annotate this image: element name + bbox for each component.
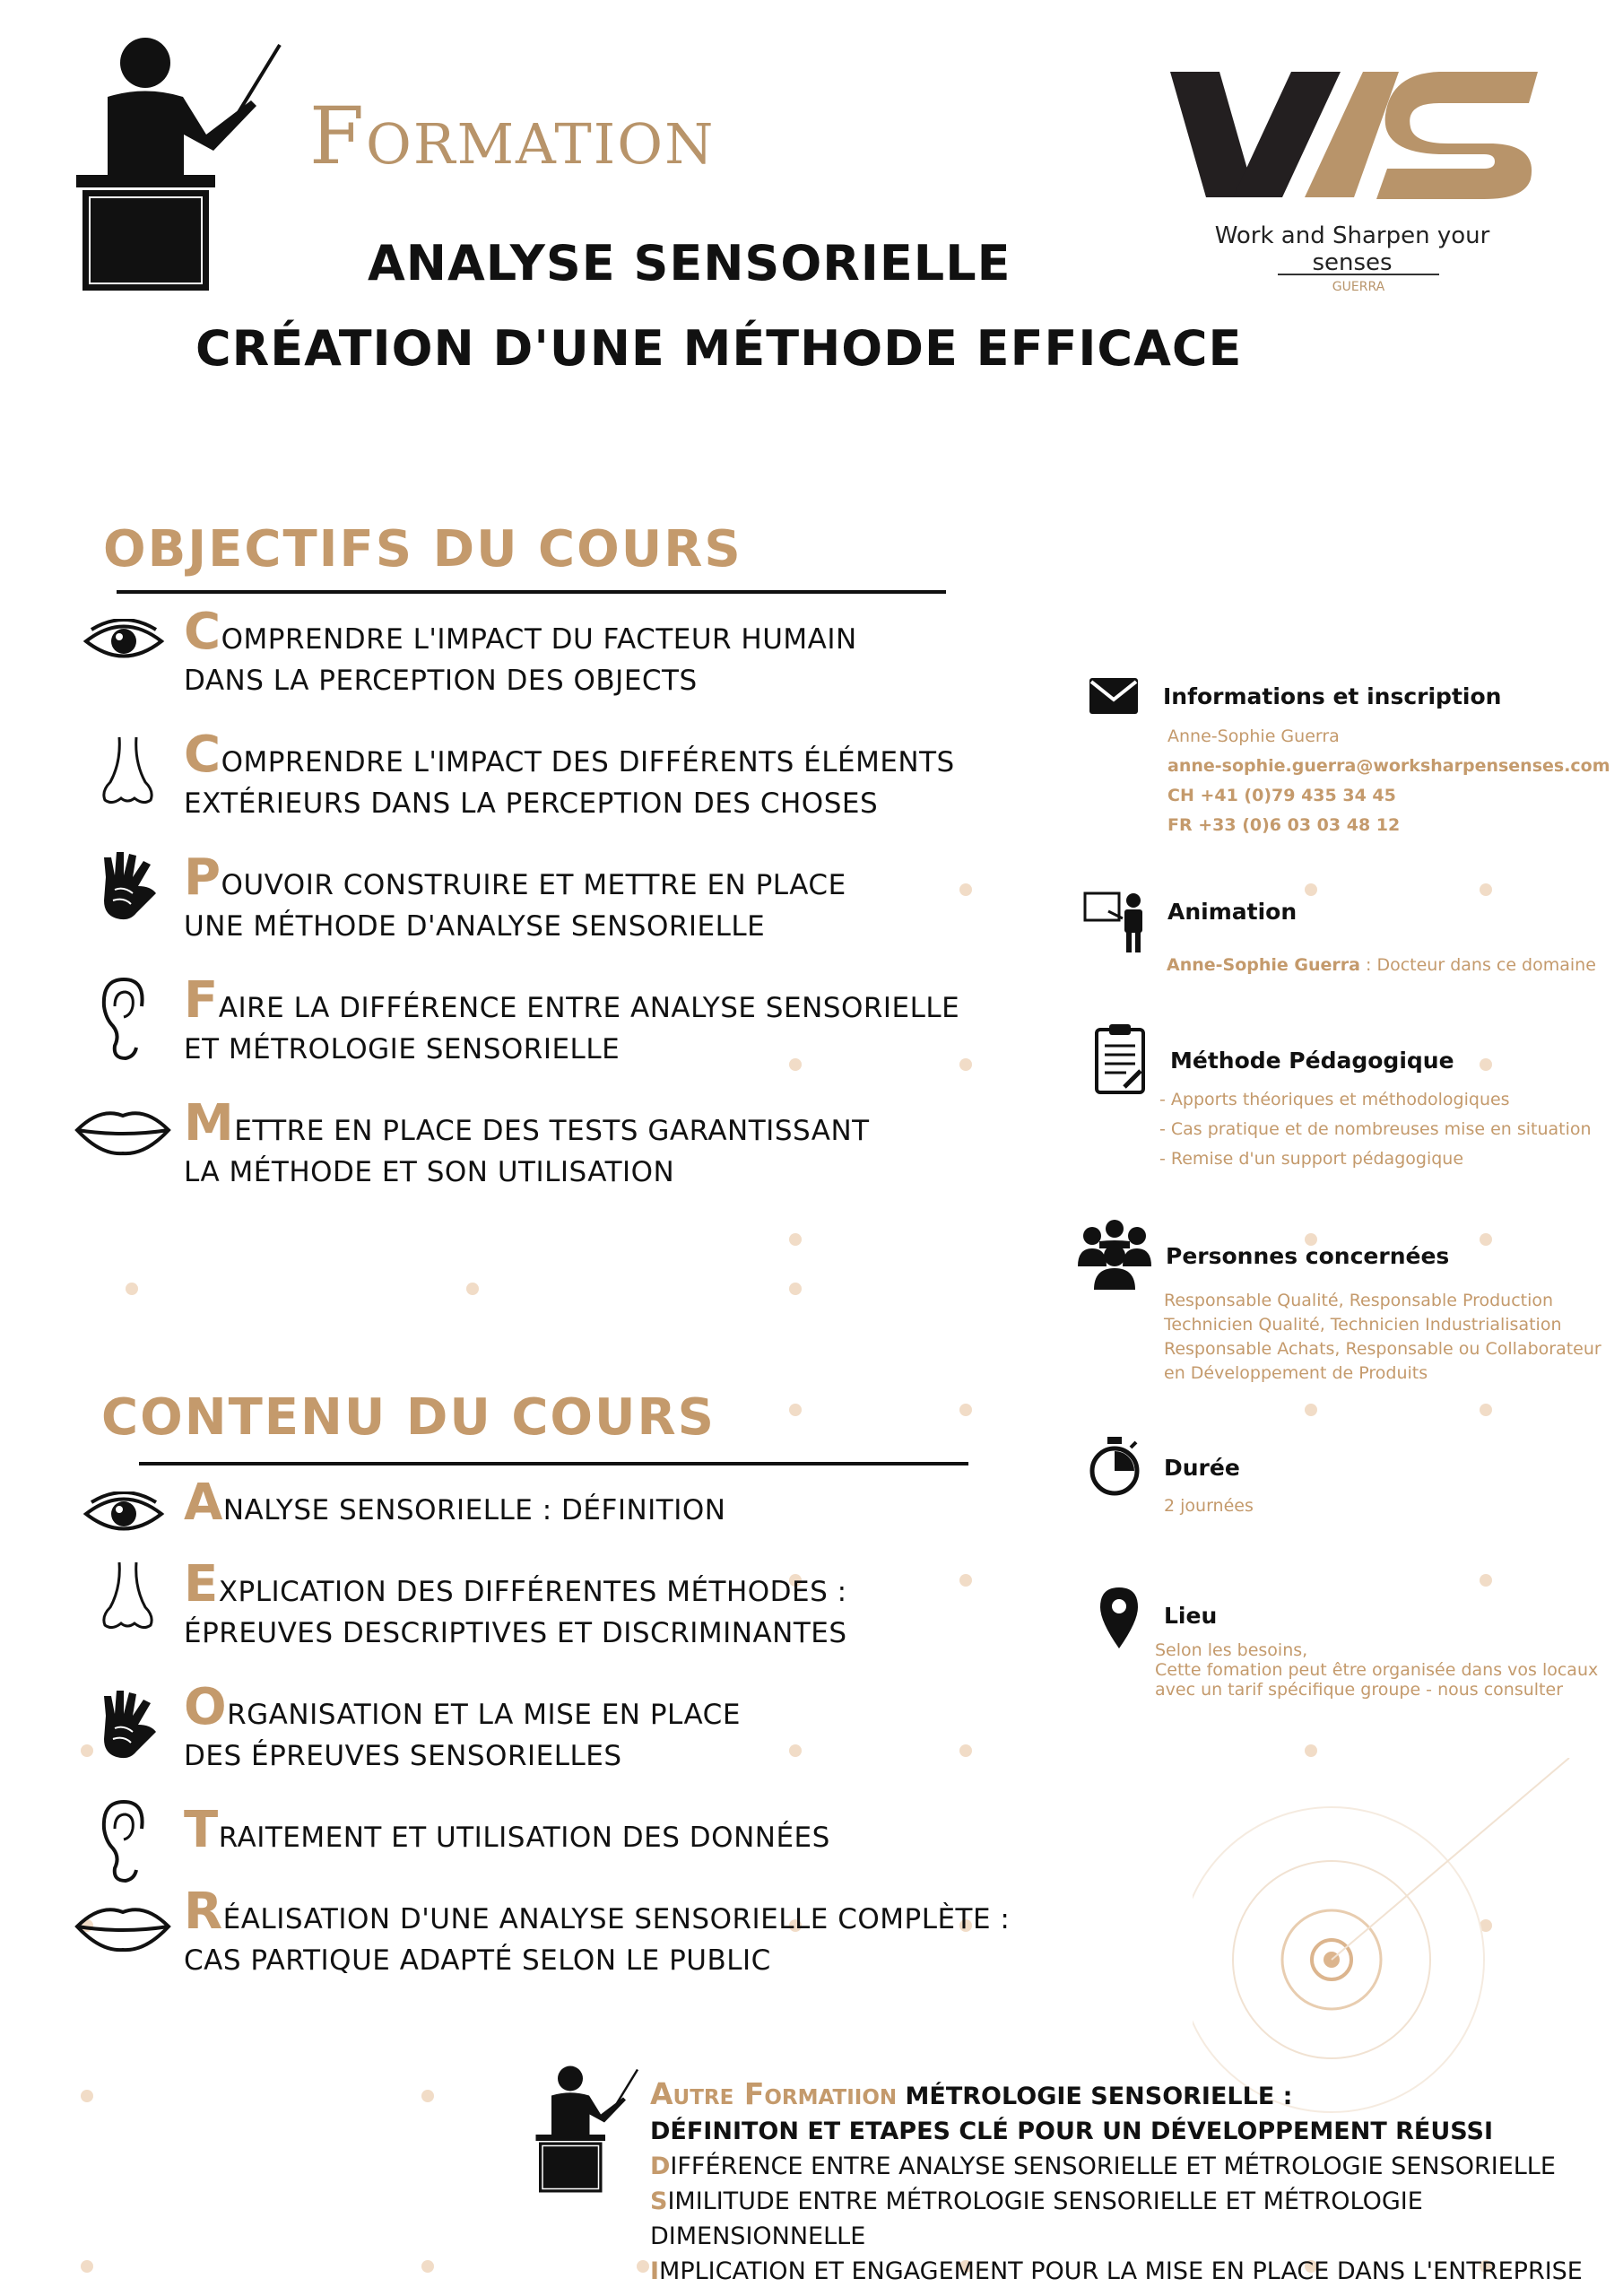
inscription-email[interactable]: anne-sophie.guerra@worksharpensenses.com — [1167, 756, 1610, 776]
inscription-name: Anne-Sophie Guerra — [1167, 726, 1340, 746]
duree-title: Durée — [1164, 1455, 1240, 1481]
contenu-item: EXPLICATION DES DIFFÉRENTES MÉTHODES : ÉPREUVES DESCRIPTIVES ET DISCRIMINANTES — [184, 1555, 847, 1649]
objectif-initial: C — [184, 603, 221, 661]
teacher-icon — [534, 2063, 641, 2197]
footer-other-training — [650, 2076, 1623, 2289]
ws-logo — [1170, 63, 1538, 215]
course-title: ANALYSE SENSORIELLE — [368, 235, 1011, 291]
presenter-icon — [1083, 890, 1148, 954]
footer-item: DIFFÉRENCE ENTRE ANALYSE SENSORIELLE ET MÉTROLOGIE SENSORIELLE — [650, 2152, 1556, 2180]
contenu-initial: A — [184, 1474, 223, 1532]
contenu-initial: R — [184, 1883, 223, 1941]
lieu-details: Selon les besoins, Cette fomation peut être organisée dans vos locaux avec un tarif spécifique groupe - nous consulter — [1155, 1640, 1599, 1700]
contenu-initial: T — [184, 1801, 219, 1859]
methode-item: - Remise d'un support pédagogique — [1159, 1149, 1464, 1169]
ear-icon — [97, 1798, 152, 1884]
footer-subject: MÉTROLOGIE SENSORIELLE : — [897, 2083, 1293, 2110]
personnes-title: Personnes concernées — [1166, 1243, 1450, 1269]
methode-item: - Apports théoriques et méthodologiques — [1159, 1090, 1510, 1109]
eye-icon — [82, 1492, 165, 1536]
nose-icon — [94, 1561, 161, 1632]
footer-heading — [650, 2076, 1623, 2114]
objectif-item: COMPRENDRE L'IMPACT DU FACTEUR HUMAIN DANS LA PERCEPTION DES OBJECTS — [184, 603, 857, 697]
methode-item: - Cas pratique et de nombreuses mise en situation — [1159, 1119, 1592, 1139]
logo-tagline: Work and Sharpen your senses — [1214, 222, 1490, 276]
contenu-item: TRAITEMENT ET UTILISATION DES DONNÉES — [184, 1801, 830, 1859]
inscription-phone-ch[interactable]: CH +41 (0)79 435 34 45 — [1167, 786, 1396, 805]
contenu-initial: O — [184, 1678, 228, 1736]
footer-item: SIMILITUDE ENTRE MÉTROLOGIE SENSORIELLE ET MÉTROLOGIE DIMENSIONNELLE — [650, 2187, 1423, 2250]
footer-autre: Autre Formatiion — [650, 2076, 898, 2111]
logo-sub: GUERRA — [1332, 280, 1385, 294]
people-group-icon — [1074, 1220, 1155, 1292]
inscription-phone-fr[interactable]: FR +33 (0)6 03 03 48 12 — [1167, 815, 1401, 835]
objectif-initial: M — [184, 1094, 235, 1152]
course-subtitle: CRÉATION D'UNE MÉTHODE EFFICACE — [195, 320, 1243, 377]
formation-heading: Formation — [309, 90, 716, 182]
inscription-details — [1167, 722, 1610, 840]
duree-value: 2 journées — [1164, 1496, 1254, 1516]
objectifs-heading: OBJECTIFS DU COURS — [103, 520, 742, 578]
footer-item: IMPLICATION ET ENGAGEMENT POUR LA MISE EN PLACE DANS L'ENTREPRISE — [650, 2257, 1583, 2285]
envelope-icon — [1088, 674, 1140, 718]
hand-icon — [97, 850, 161, 924]
methode-list — [1159, 1085, 1592, 1174]
nose-icon — [94, 735, 161, 807]
contenu-initial: E — [184, 1555, 219, 1613]
teacher-icon — [72, 36, 287, 296]
animation-name: Anne-Sophie Guerra — [1167, 955, 1360, 975]
objectif-initial: C — [184, 726, 221, 784]
inscription-title: Informations et inscription — [1163, 683, 1502, 709]
lips-icon — [74, 1103, 172, 1157]
footer-line2: DÉFINITON ET ETAPES CLÉ POUR UN DÉVELOPPEMENT RÉUSSI — [650, 2118, 1494, 2145]
objectifs-rule — [117, 590, 946, 594]
contenu-heading: CONTENU DU COURS — [101, 1388, 716, 1447]
animation-title: Animation — [1167, 899, 1298, 925]
contenu-rule — [139, 1462, 968, 1465]
contenu-item: ANALYSE SENSORIELLE : DÉFINITION — [184, 1474, 726, 1532]
methode-title: Méthode Pédagogique — [1170, 1048, 1454, 1074]
animation-details — [1167, 951, 1596, 980]
lieu-title: Lieu — [1164, 1603, 1218, 1629]
personnes-list: Responsable Qualité, Responsable Production Technicien Qualité, Technicien Industrialisation Responsable Achats, Responsable ou Collaborateur en Développement de Produits — [1164, 1291, 1601, 1383]
lips-icon — [74, 1900, 172, 1953]
objectif-initial: F — [184, 971, 219, 1030]
hand-icon — [97, 1689, 161, 1762]
objectif-item: POUVOIR CONSTRUIRE ET METTRE EN PLACE UNE MÉTHODE D'ANALYSE SENSORIELLE — [184, 848, 846, 943]
ear-icon — [97, 976, 152, 1062]
location-pin-icon — [1098, 1586, 1140, 1650]
eye-icon — [82, 619, 165, 664]
animation-desc: : Docteur dans ce domaine — [1359, 955, 1596, 975]
objectif-item: FAIRE LA DIFFÉRENCE ENTRE ANALYSE SENSORIELLE ET MÉTROLOGIE SENSORIELLE — [184, 971, 960, 1065]
objectif-initial: P — [184, 848, 221, 907]
contenu-item: RÉALISATION D'UNE ANALYSE SENSORIELLE COMPLÈTE : CAS PARTIQUE ADAPTÉ SELON LE PUBLIC — [184, 1883, 1011, 1977]
objectif-item: METTRE EN PLACE DES TESTS GARANTISSANT LA MÉTHODE ET SON UTILISATION — [184, 1094, 870, 1188]
contenu-item: ORGANISATION ET LA MISE EN PLACE DES ÉPREUVES SENSORIELLES — [184, 1678, 741, 1772]
logo-divider — [1278, 274, 1439, 275]
clipboard-icon — [1094, 1022, 1146, 1096]
objectif-item: COMPRENDRE L'IMPACT DES DIFFÉRENTS ÉLÉMENTS EXTÉRIEURS DANS LA PERCEPTION DES CHOSES — [184, 726, 955, 820]
stopwatch-icon — [1088, 1435, 1141, 1498]
